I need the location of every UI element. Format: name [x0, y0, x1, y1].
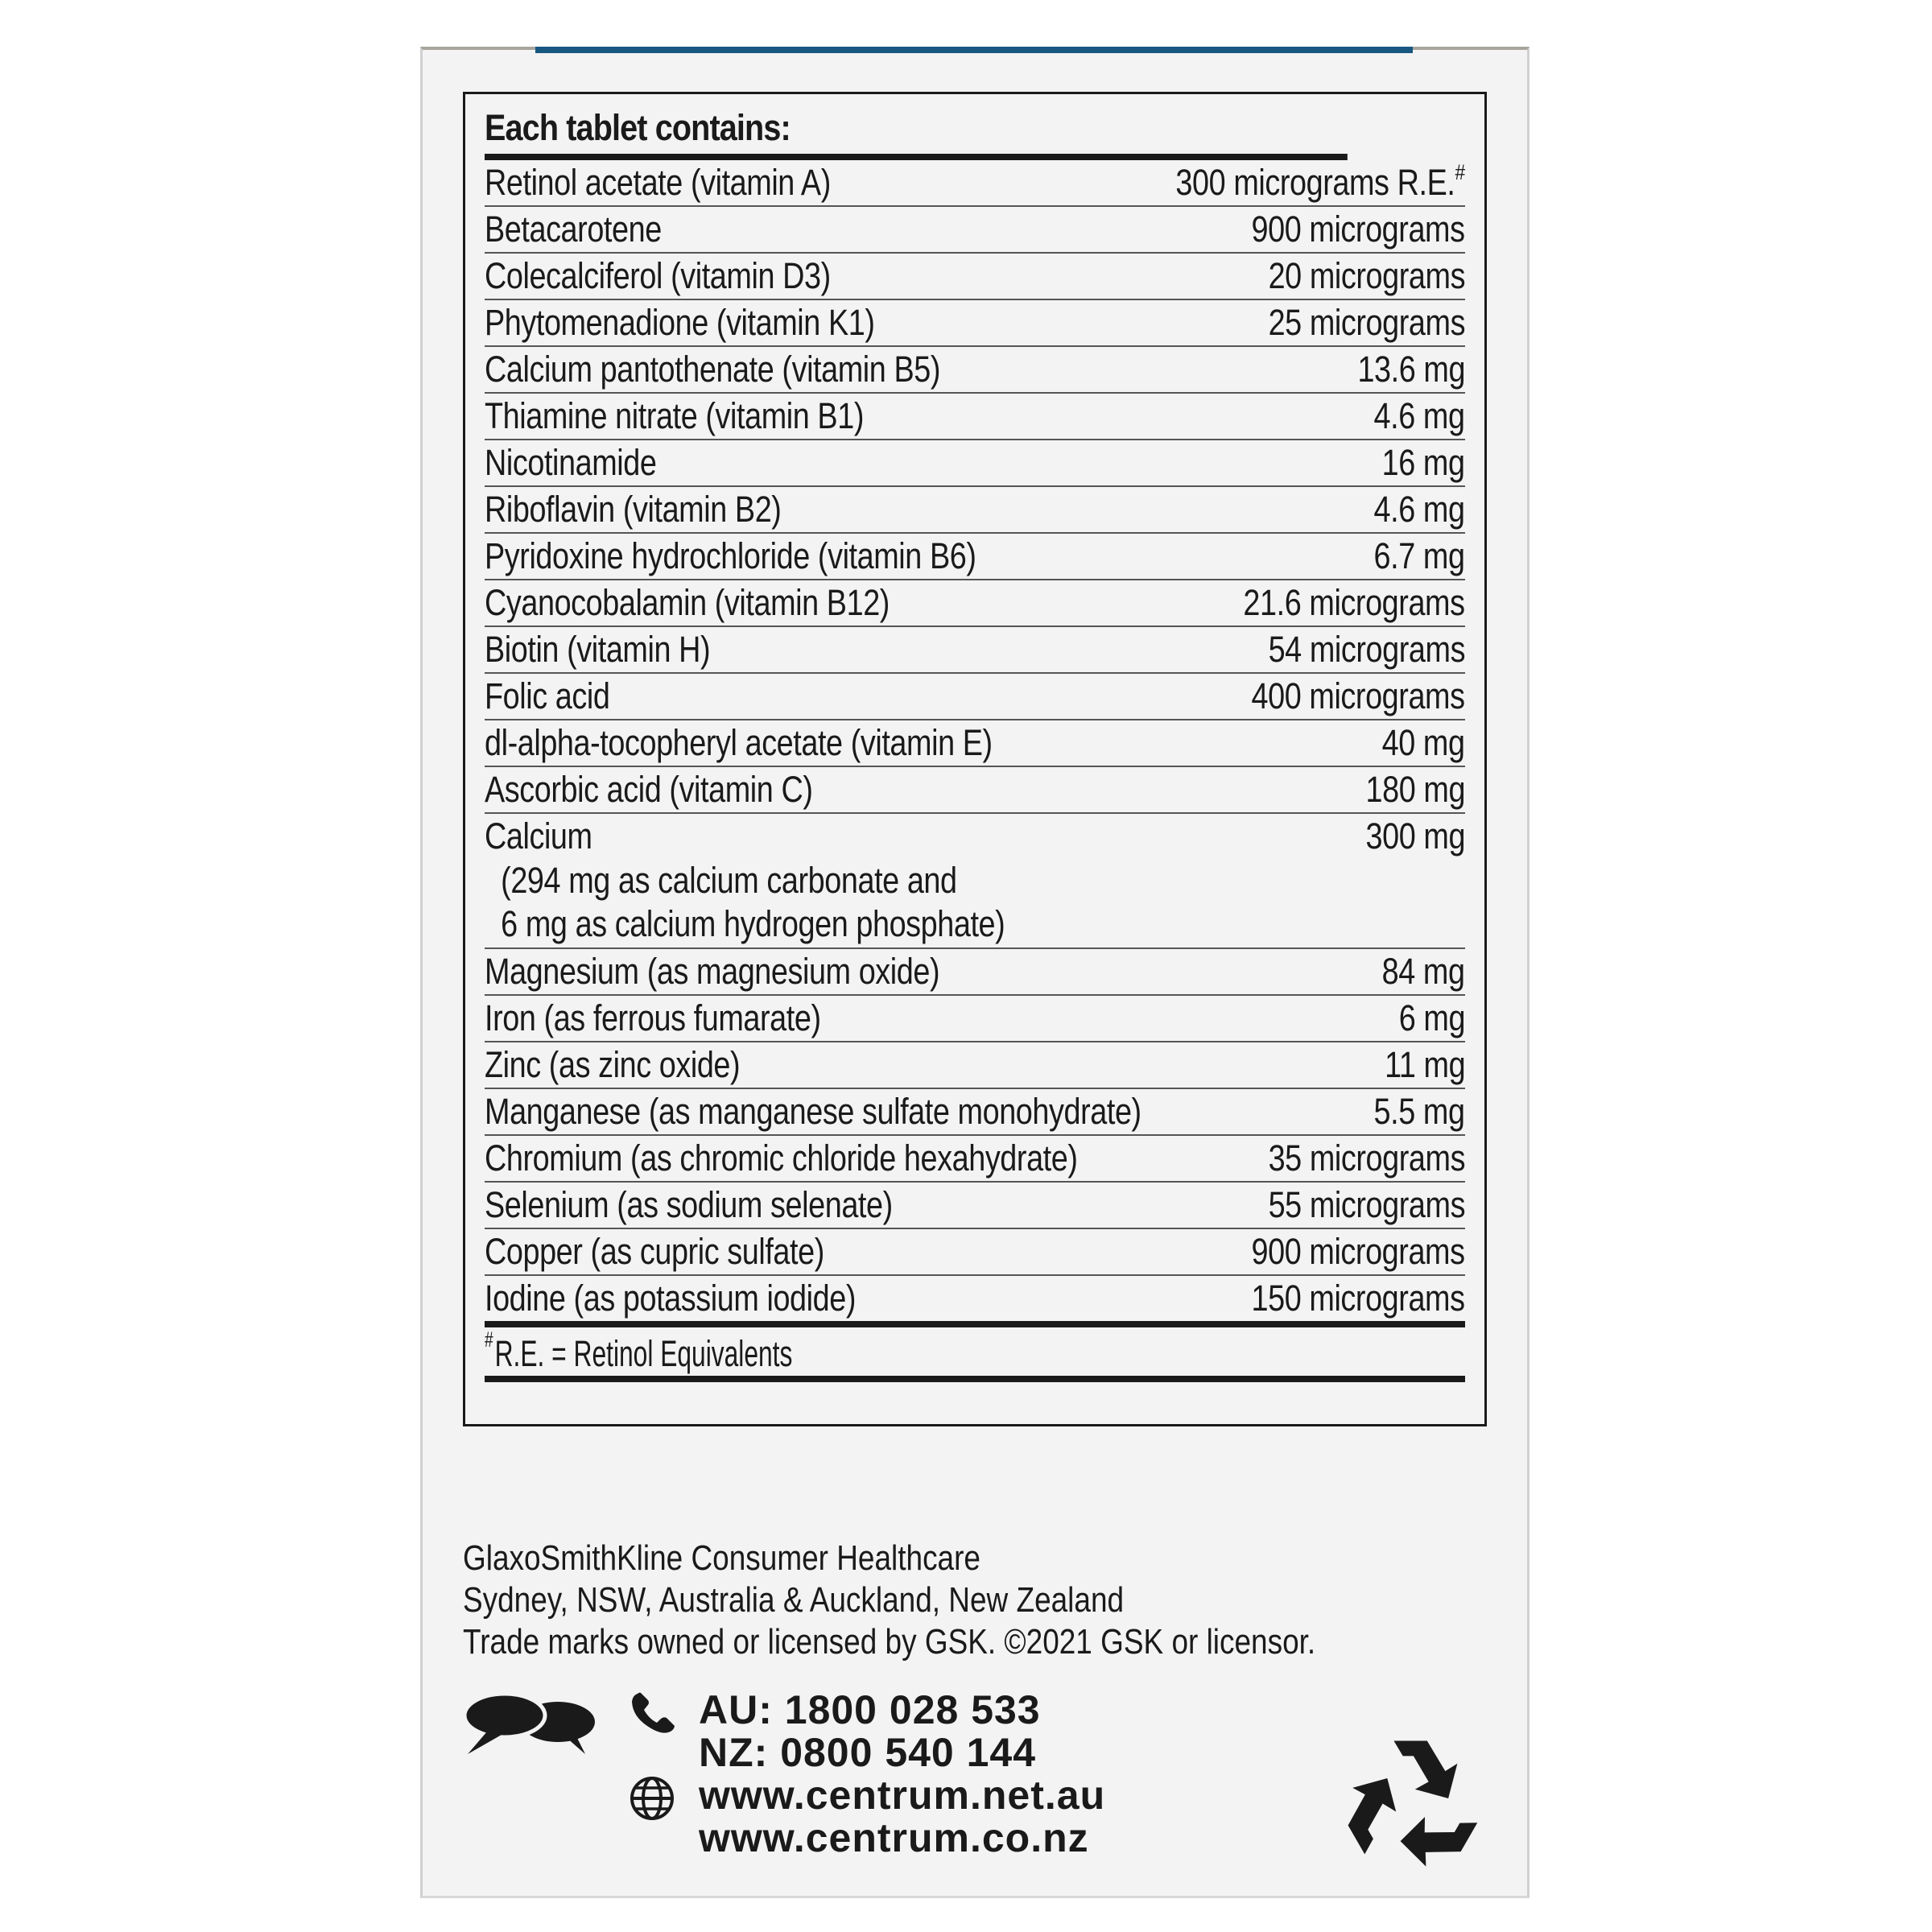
ingredient-name: Chromium (as chromic chloride hexahydrate) — [485, 1137, 1078, 1179]
ingredient-name: Iodine (as potassium iodide) — [485, 1278, 857, 1319]
ingredient-amount: 400 micrograms — [1251, 675, 1465, 716]
ingredient-name: Riboflavin (vitamin B2) — [485, 489, 782, 530]
table-row — [485, 394, 1465, 440]
trademark-notice: Trade marks owned or licensed by GSK. ©2021 GSK or licensor. — [463, 1622, 1316, 1662]
table-row — [485, 767, 1465, 814]
ingredient-name: Calcium pantothenate (vitamin B5) — [485, 349, 941, 390]
company-location: Sydney, NSW, Australia & Auckland, New Zealand — [463, 1580, 1125, 1620]
ingredient-amount: 4.6 mg — [1373, 489, 1465, 530]
ingredient-amount: 6.7 mg — [1373, 535, 1465, 576]
table-row — [485, 996, 1465, 1042]
ingredient-amount: 300 micrograms R.E.# — [1175, 160, 1465, 203]
ingredient-name: Biotin (vitamin H) — [485, 629, 711, 670]
globe-icon — [628, 1774, 676, 1823]
footnote-marker: # — [1455, 160, 1465, 184]
au-phone-number: AU: 1800 028 533 — [699, 1687, 1041, 1732]
website-au: www.centrum.net.au — [699, 1773, 1106, 1818]
ingredient-amount: 54 micrograms — [1268, 629, 1465, 670]
table-row — [485, 720, 1465, 767]
footnote-marker: # — [485, 1327, 493, 1352]
website-nz: www.centrum.co.nz — [699, 1815, 1089, 1860]
ingredient-detail: 6 mg as calcium hydrogen phosphate) — [501, 903, 1005, 944]
ingredient-amount: 16 mg — [1382, 442, 1465, 483]
ingredient-amount: 150 micrograms — [1251, 1278, 1465, 1319]
ingredient-name: Manganese (as manganese sulfate monohydrate) — [485, 1091, 1141, 1132]
table-row — [485, 627, 1465, 674]
table-heading: Each tablet contains: — [485, 94, 1348, 160]
ingredient-amount: 55 micrograms — [1268, 1184, 1465, 1225]
table-row — [485, 580, 1465, 627]
ingredient-name: Folic acid — [485, 675, 610, 716]
table-row — [485, 1276, 1465, 1327]
ingredient-amount: 20 micrograms — [1268, 255, 1465, 296]
ingredient-amount: 5.5 mg — [1373, 1091, 1465, 1132]
ingredient-name: Colecalciferol (vitamin D3) — [485, 255, 831, 296]
ingredient-amount: 6 mg — [1398, 997, 1465, 1038]
ingredient-name: Thiamine nitrate (vitamin B1) — [485, 395, 864, 436]
ingredient-name: Iron (as ferrous fumarate) — [485, 997, 821, 1038]
ingredient-name: Betacarotene — [485, 208, 662, 250]
table-row — [485, 1229, 1465, 1276]
contact-info — [699, 1689, 1105, 1860]
ingredient-name: Copper (as cupric sulfate) — [485, 1231, 824, 1272]
ingredient-name: Nicotinamide — [485, 442, 657, 483]
table-row — [485, 674, 1465, 720]
ingredient-amount: 13.6 mg — [1357, 349, 1465, 390]
table-row — [485, 1183, 1465, 1229]
table-row — [485, 949, 1465, 996]
ingredient-name: Cyanocobalamin (vitamin B12) — [485, 582, 890, 623]
ingredient-amount: 900 micrograms — [1251, 1231, 1465, 1272]
ingredient-amount: 180 mg — [1365, 769, 1465, 810]
ingredient-name: Retinol acetate (vitamin A) — [485, 162, 831, 203]
ingredient-name: Calcium — [485, 815, 592, 857]
table-row — [485, 534, 1465, 580]
speech-bubbles-icon — [463, 1693, 608, 1757]
table-row — [485, 487, 1465, 534]
ingredient-name: Pyridoxine hydrochloride (vitamin B6) — [485, 535, 976, 576]
ingredient-name: Phytomenadione (vitamin K1) — [485, 302, 875, 343]
ingredient-amount: 25 micrograms — [1268, 302, 1465, 343]
recycle-icon — [1336, 1723, 1488, 1874]
phone-icon — [630, 1690, 678, 1736]
company-name: GlaxoSmithKline Consumer Healthcare — [463, 1538, 980, 1578]
table-footnote: #R.E. = Retinol Equivalents — [485, 1327, 1465, 1382]
table-row — [485, 1136, 1465, 1183]
ingredient-detail: (294 mg as calcium carbonate and — [501, 860, 957, 901]
ingredient-amount: 35 micrograms — [1268, 1137, 1465, 1179]
table-row — [485, 207, 1465, 254]
company-info — [463, 1538, 1315, 1663]
table-row — [485, 300, 1465, 347]
ingredient-name: Selenium (as sodium selenate) — [485, 1184, 893, 1225]
ingredient-amount: 11 mg — [1384, 1044, 1465, 1085]
ingredient-name: Magnesium (as magnesium oxide) — [485, 951, 940, 992]
ingredient-amount: 21.6 micrograms — [1243, 582, 1465, 623]
ingredients-table — [463, 92, 1487, 1426]
nz-phone-number: NZ: 0800 540 144 — [699, 1730, 1037, 1775]
ingredient-amount: 4.6 mg — [1373, 395, 1465, 436]
ingredient-name: Zinc (as zinc oxide) — [485, 1044, 741, 1085]
ingredient-amount: 300 mg — [1365, 815, 1465, 857]
table-row — [485, 1042, 1465, 1089]
table-row — [485, 440, 1465, 487]
table-row — [485, 814, 1465, 949]
ingredient-amount: 84 mg — [1382, 951, 1465, 992]
ingredient-name: Ascorbic acid (vitamin C) — [485, 769, 813, 810]
table-row — [485, 1089, 1465, 1136]
ingredient-name: dl-alpha-tocopheryl acetate (vitamin E) — [485, 722, 993, 763]
accent-bar — [535, 47, 1413, 53]
table-row — [485, 347, 1465, 394]
table-row — [485, 160, 1465, 207]
table-row — [485, 254, 1465, 300]
ingredient-amount: 900 micrograms — [1251, 208, 1465, 250]
ingredient-amount: 40 mg — [1382, 722, 1465, 763]
